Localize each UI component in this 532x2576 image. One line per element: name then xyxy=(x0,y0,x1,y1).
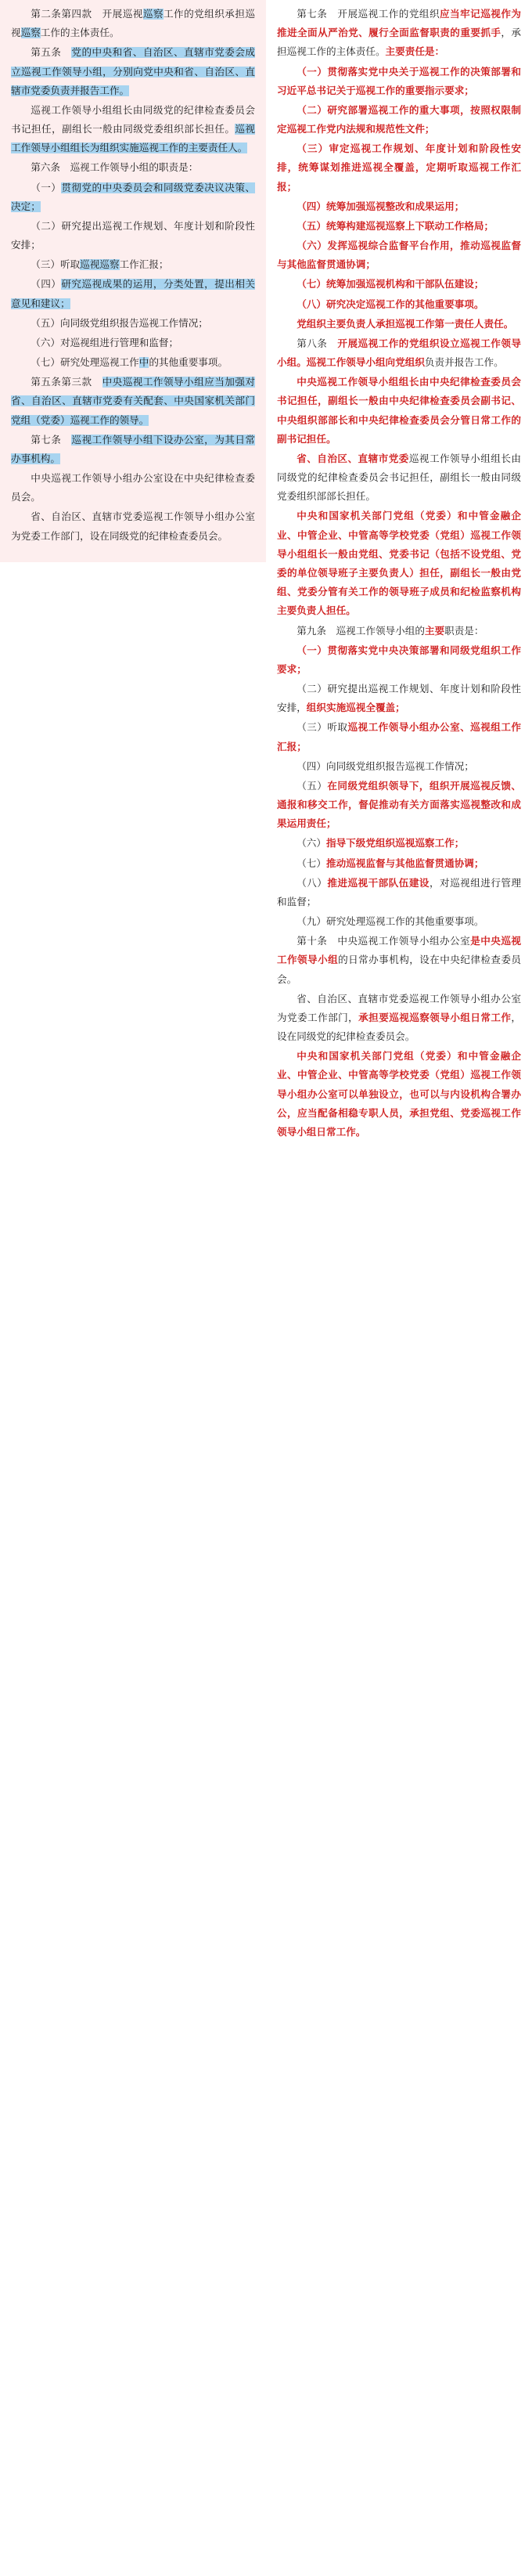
paragraph xyxy=(11,334,255,352)
text-run-highlight: 巡察 xyxy=(142,9,164,20)
text-run-added: 巡视工作领导小组办公室、巡视组工作汇报； xyxy=(277,722,522,752)
paragraph xyxy=(11,255,255,274)
paragraph xyxy=(11,373,255,430)
text-run-added: 是中央巡视工作领导小组 xyxy=(277,936,522,966)
text-run-highlight: 党的中央和省、自治区、直辖市党委会成立巡视工作领导小组，分别向党中央和省、自治区、直辖市党委负责并报告工作。 xyxy=(11,47,256,96)
text-run-highlight: 巡视 xyxy=(80,259,100,271)
paragraph xyxy=(11,5,255,42)
text-run: 职责是： xyxy=(444,625,484,637)
text-run-highlight: 巡视工作领导小组下设办公室，为其日常办事机构。 xyxy=(11,434,256,464)
paragraph xyxy=(277,1047,521,1142)
text-run: （七） xyxy=(297,857,326,869)
text-run-added: （五）统筹构建巡视巡察上下联动工作格局； xyxy=(297,220,494,232)
text-run: （五） xyxy=(297,780,328,792)
text-run-added: 在同级党组织领导下，组织开展巡视反馈、通报和移交工作，督促推动有关方面落实巡视整改和成果运用责任； xyxy=(277,780,522,830)
text-run-added: （七）统筹加强巡视机构和干部队伍建设； xyxy=(297,279,484,290)
paragraph xyxy=(277,101,521,139)
text-run: 第五条第三款 xyxy=(31,377,102,388)
text-run: 省、自治区、直辖市党委巡视工作领导小组办公室为党委工作部门，设在同级党的纪律检查委员会。 xyxy=(11,511,255,542)
paragraph xyxy=(11,101,255,158)
text-run: （八） xyxy=(297,877,328,889)
text-run: （四） xyxy=(31,279,62,290)
paragraph xyxy=(277,197,521,216)
paragraph xyxy=(277,854,521,873)
text-run: 第七条 开展巡视工作的党组织 xyxy=(297,9,440,20)
text-run-highlight: 中央巡视工作领导小组应当加强对省、自治区、直辖市党委有关配套、中央国家机关部门党组（党委）巡视工作的领导。 xyxy=(11,377,256,426)
paragraph xyxy=(277,912,521,931)
paragraph xyxy=(11,179,255,216)
text-run: （五）向同级党组织报告巡视工作情况； xyxy=(31,317,208,329)
text-run-added: （一）贯彻落实党中央关于巡视工作的决策部署和习近平总书记关于巡视工作的重要指示要求； xyxy=(277,66,521,96)
text-run: 第六条 巡视工作领导小组的职责是： xyxy=(31,162,199,174)
text-run-added: 省、自治区、直辖市党委 xyxy=(297,453,409,464)
paragraph xyxy=(11,507,255,545)
left-column-original xyxy=(0,0,266,562)
text-run-added: 开展巡视工作的党组织设立巡视工作领导小组。巡视工作领导小组向党组织 xyxy=(277,337,522,369)
text-run-added: （一）贯彻落实党中央决策部署和同级党组织工作要求； xyxy=(277,644,521,675)
paragraph xyxy=(11,353,255,372)
paragraph xyxy=(277,507,521,620)
text-run-added: （三）审定巡视工作规划、年度计划和阶段性安排，统筹谋划推进巡视全覆盖，定期听取巡视工作汇报； xyxy=(277,143,521,193)
text-run-added: 组织实施巡视全覆盖； xyxy=(306,702,405,714)
text-run: （一） xyxy=(31,182,62,193)
text-run-added: （六）发挥巡视综合监督平台作用，推动巡视监督与其他监督贯通协调； xyxy=(277,240,521,271)
text-run: ，设在同级党的纪律检查委员会。 xyxy=(277,1012,522,1043)
paragraph xyxy=(11,275,255,312)
text-run-added: （八）研究决定巡视工作的其他重要事项。 xyxy=(297,298,484,310)
text-run-added: 应当牢记巡视作为推进全面从严治党、履行全面监督职责的重要抓手 xyxy=(277,9,522,39)
paragraph xyxy=(277,217,521,236)
text-run-added: 中央巡视工作领导小组组长由中央纪律检查委员会书记担任，副组长一般由中央纪律检查委员会副书记、中央组织部部长和中央纪律检查委员会分管日常工作的副书记担任。 xyxy=(277,377,521,445)
text-run: 工作的主体责任。 xyxy=(40,27,120,39)
paragraph xyxy=(277,139,521,197)
paragraph xyxy=(11,43,255,100)
text-run: （二）研究提出巡视工作规划、年度计划和阶段性安排； xyxy=(11,220,255,251)
text-run-added: 主要责任是： xyxy=(385,46,445,58)
text-run: （三）听取 xyxy=(297,722,348,734)
text-run: 第八条 xyxy=(297,337,338,349)
paragraph xyxy=(11,469,255,507)
text-run: 的其他重要事项。 xyxy=(149,357,228,369)
text-run-added: 中央和国家机关部门党组（党委）和中管金融企业、中管企业、中管高等学校党委（党组）巡视工作领导小组组长一般由党组、党委书记（包括不设党组、党委的单位领导班子主要负责人）担任，副组长一般由党组、党委分管有关工作的领导班子成员和纪检监察机构主要负责人担任。 xyxy=(277,511,521,617)
text-run-highlight: 中 xyxy=(138,357,149,369)
document-comparison xyxy=(0,0,532,1158)
right-column-revised xyxy=(266,0,532,1158)
paragraph xyxy=(277,622,521,640)
text-run-added: 主要 xyxy=(424,625,445,637)
text-run: 第七条 xyxy=(31,434,72,446)
paragraph xyxy=(277,641,521,679)
paragraph xyxy=(277,275,521,294)
text-run-added: 中央和国家机关部门党组（党委）和中管金融企业、中管企业、中管高等学校党委（党组）巡视工作领导小组办公室可以单独设立，也可以与内设机构合署办公，应当配备相稳专职人员，承担党组、党委巡视工作领导小组日常工作。 xyxy=(277,1051,521,1138)
paragraph xyxy=(277,718,521,756)
paragraph xyxy=(11,158,255,177)
text-run: （四）向同级党组织报告巡视工作情况； xyxy=(297,760,474,772)
text-run: 第十条 中央巡视工作领导小组办公室 xyxy=(297,936,471,947)
paragraph xyxy=(277,757,521,776)
paragraph xyxy=(277,295,521,314)
paragraph xyxy=(277,680,521,717)
text-run-added: 承担要巡视巡察领导小组日常工作 xyxy=(358,1012,512,1023)
text-run: （七）研究处理巡视工作 xyxy=(31,357,139,369)
paragraph xyxy=(277,834,521,853)
text-run: ，承担巡视工作的主体责任。 xyxy=(277,27,522,58)
paragraph xyxy=(11,431,255,468)
text-run: 的日常办事机构，设在中央纪律检查委员会。 xyxy=(277,954,522,985)
text-run-added: 党组织主要负责人承担巡视工作第一责任人责任。 xyxy=(297,318,514,330)
text-run: 中央巡视工作领导小组办公室设在中央纪律检查委员会。 xyxy=(11,473,255,503)
paragraph xyxy=(11,314,255,333)
text-run: 省、自治区、直辖市党委巡视工作领导小组办公室为党委工作部门， xyxy=(277,993,521,1023)
text-run: （三）听取 xyxy=(31,259,81,271)
text-run-highlight: 研究巡视成果的运用，分类处置，提出相关意见和建议； xyxy=(11,279,256,309)
text-run-highlight: 巡视工作领导小组组长为组织实施巡视工作的主要责任人。 xyxy=(11,124,256,154)
paragraph xyxy=(277,236,521,274)
text-run-highlight: 贯彻党的中央委员会和同级党委决议决策、决定； xyxy=(11,182,256,212)
paragraph xyxy=(277,932,521,989)
text-run-added: 推动巡视监督与其他监督贯通协调； xyxy=(325,857,484,869)
text-run: （二）研究提出巡视工作规划、年度计划和阶段性安排， xyxy=(277,684,521,714)
text-run: 工作的党组织承担巡视 xyxy=(11,9,256,39)
paragraph xyxy=(277,315,521,334)
text-run: 第二条第四款 开展巡视 xyxy=(31,9,143,20)
paragraph xyxy=(277,990,521,1047)
text-run: ，对巡视组进行管理和监督； xyxy=(277,877,522,907)
paragraph xyxy=(277,373,521,449)
text-run-highlight: 巡察 xyxy=(20,27,41,39)
text-run-highlight: 巡察 xyxy=(99,259,120,271)
paragraph xyxy=(277,334,521,372)
text-run-added: 指导下级党组织巡视巡察工作； xyxy=(325,838,465,850)
text-run-added: （四）统筹加强巡视整改和成果运用； xyxy=(297,200,465,212)
paragraph xyxy=(277,449,521,507)
paragraph xyxy=(11,217,255,254)
paragraph xyxy=(277,874,521,911)
paragraph xyxy=(277,63,521,100)
paragraph xyxy=(277,5,521,62)
paragraph xyxy=(277,777,521,834)
text-run: （六） xyxy=(297,838,326,850)
text-run: 第五条 xyxy=(31,47,72,59)
text-run: 巡视工作领导小组组长由同级党的纪律检查委员会书记担任，副组长一般由同级党委组织部部长担任。 xyxy=(277,453,522,503)
text-run: 负责并报告工作。 xyxy=(424,357,504,369)
text-run-added: （二）研究部署巡视工作的重大事项，按照权限制定巡视工作党内法规和规范性文件； xyxy=(277,104,521,135)
text-run: 第九条 巡视工作领导小组的 xyxy=(297,625,425,637)
text-run: 工作汇报； xyxy=(119,259,169,271)
text-run-added: 推进巡视干部队伍建设 xyxy=(327,877,430,889)
text-run: （九）研究处理巡视工作的其他重要事项。 xyxy=(297,916,484,928)
text-run: 巡视工作领导小组组长由同级党的纪律检查委员会书记担任，副组长一般由同级党委组织部长担任。 xyxy=(11,104,255,135)
text-run: （六）对巡视组进行管理和监督； xyxy=(31,337,179,348)
